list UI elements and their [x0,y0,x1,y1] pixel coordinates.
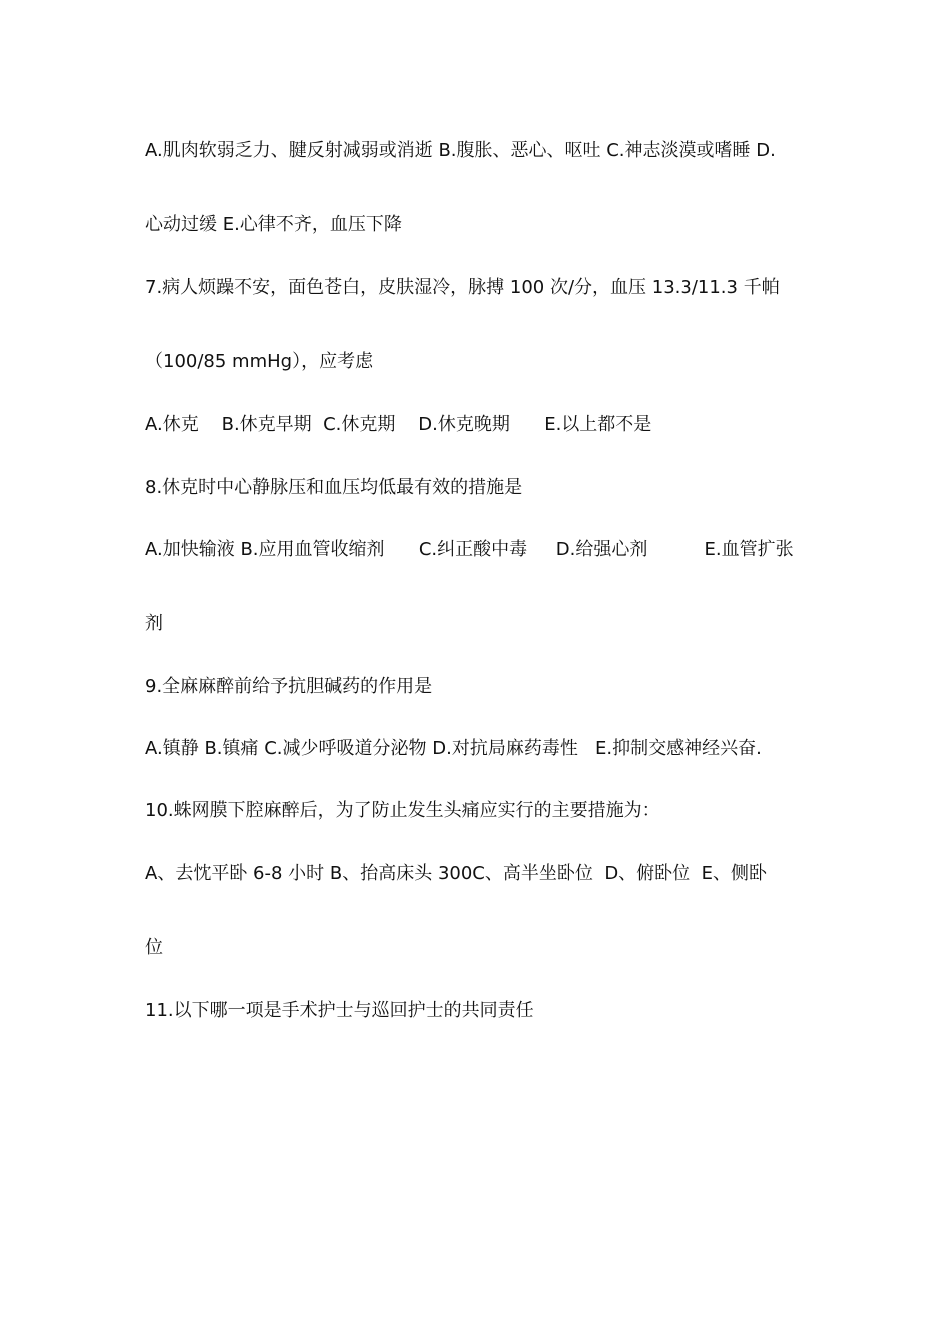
option-line-q6-part1: A.肌肉软弱乏力、腱反射减弱或消逝 B.腹胀、恶心、呕吐 C.神志淡漠或嗜睡 D. [145,140,776,161]
question-7-line2: （100/85 mmHg），应考虑 [145,351,374,372]
options-q7: A.休克 B.休克早期 C.休克期 D.休克晚期 E.以上都不是 [145,414,652,435]
options-q8-part1: A.加快输液 B.应用血管收缩剂 C.纠正酸中毒 D.给强心剂 E.血管扩张 [145,539,794,560]
option-line-q6-part2: 心动过缓 E.心律不齐，血压下降 [145,214,402,235]
options-q10-part1: A、去忱平卧 6-8 小时 B、抬高床头 300C、高半坐卧位 D、俯卧位 E、侧卧 [145,863,767,884]
question-10: 10.蛛网膜下腔麻醉后，为了防止发生头痛应实行的主要措施为： [145,800,660,821]
options-q10-part2: 位 [145,937,163,958]
question-8: 8.休克时中心静脉压和血压均低最有效的措施是 [145,477,523,498]
question-7-line1: 7.病人烦躁不安，面色苍白，皮肤湿冷，脉搏 100 次/分，血压 13.3/11.3 千帕 [145,277,780,298]
options-q9: A.镇静 B.镇痛 C.减少呼吸道分泌物 D.对抗局麻药毒性 E.抑制交感神经兴奋. [145,738,762,759]
question-9: 9.全麻麻醉前给予抗胆碱药的作用是 [145,676,433,697]
options-q8-part2: 剂 [145,613,163,634]
question-11: 11.以下哪一项是手术护士与巡回护士的共同责任 [145,1000,534,1021]
